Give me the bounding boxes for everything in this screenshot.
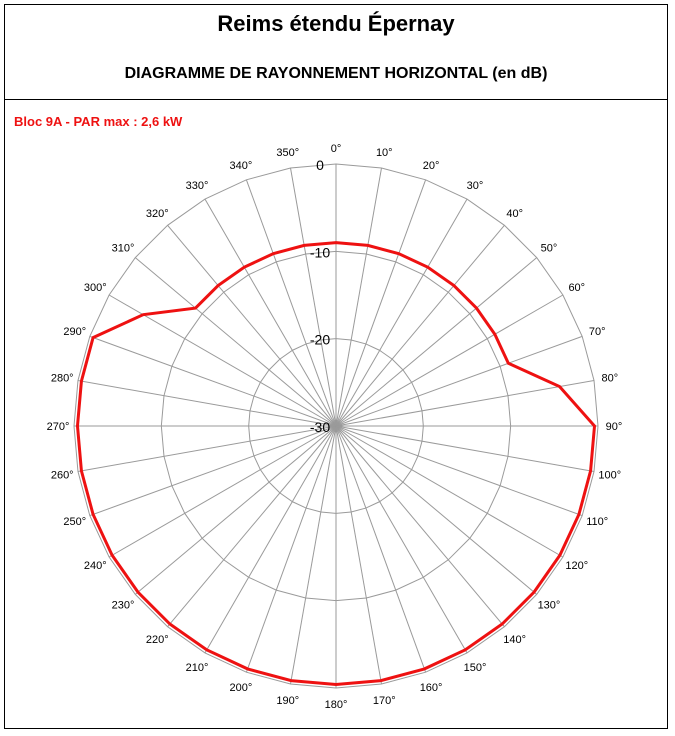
angle-tick-label-33: 330°: [185, 180, 209, 193]
angle-tick-label-31: 310°: [111, 242, 135, 255]
angle-tick-label-11: 110°: [586, 516, 609, 529]
angle-tick-label-3: 30°: [466, 180, 484, 193]
angle-tick-label-9: 90°: [605, 421, 623, 433]
chart-subtitle: DIAGRAMME DE RAYONNEMENT HORIZONTAL (en dB): [124, 65, 548, 82]
chart-title: Reims étendu Épernay: [217, 11, 455, 36]
angle-tick-label-24: 240°: [83, 560, 107, 572]
angle-tick-label-34: 340°: [229, 159, 253, 172]
spoke-23: [135, 426, 336, 594]
radial-tick-label-1: -10: [309, 244, 331, 261]
angle-tick-label-22: 220°: [145, 633, 169, 646]
angle-tick-label-13: 130°: [537, 599, 561, 612]
angle-tick-label-1: 10°: [375, 147, 393, 160]
spoke-14: [336, 426, 504, 627]
angle-tick-label-17: 170°: [372, 694, 396, 707]
spoke-4: [336, 225, 504, 426]
angle-tick-label-25: 250°: [63, 516, 87, 529]
angle-tick-label-6: 60°: [568, 282, 586, 294]
spoke-2: [336, 180, 426, 426]
spoke-13: [336, 426, 537, 594]
angle-tick-label-20: 200°: [229, 682, 253, 695]
angle-tick-label-10: 100°: [598, 469, 622, 482]
spoke-25: [90, 426, 336, 516]
angle-tick-label-16: 160°: [419, 682, 443, 695]
series-legend-label: Bloc 9A - PAR max : 2,6 kW: [14, 114, 183, 129]
angle-tick-label-0: 0°: [330, 143, 342, 155]
angle-tick-label-12: 120°: [565, 560, 589, 572]
angle-tick-label-19: 190°: [276, 694, 300, 707]
angle-tick-label-2: 20°: [422, 159, 440, 172]
spoke-11: [336, 426, 582, 516]
angle-tick-label-35: 350°: [276, 147, 300, 160]
angle-tick-label-15: 150°: [463, 661, 487, 674]
spoke-22: [168, 426, 336, 627]
angle-tick-label-26: 260°: [50, 469, 74, 482]
angle-tick-label-30: 300°: [83, 282, 107, 294]
spoke-31: [135, 258, 336, 426]
angle-tick-label-4: 40°: [506, 208, 524, 221]
spoke-5: [336, 258, 537, 426]
spoke-20: [246, 426, 336, 672]
angle-tick-label-7: 70°: [588, 325, 606, 338]
spoke-16: [336, 426, 426, 672]
angle-tick-label-23: 230°: [111, 599, 135, 612]
radial-tick-label-0: 0: [316, 157, 324, 173]
angle-tick-label-18: 180°: [324, 699, 348, 711]
angle-tick-label-28: 280°: [50, 372, 74, 385]
angle-tick-label-29: 290°: [63, 325, 87, 338]
angle-tick-label-5: 50°: [540, 242, 558, 255]
angle-tick-label-21: 210°: [185, 661, 209, 674]
angle-tick-label-14: 140°: [503, 633, 527, 646]
radial-tick-label-2: -20: [309, 331, 331, 348]
radial-tick-label-3: -30: [309, 419, 331, 435]
spoke-34: [246, 180, 336, 426]
angle-tick-label-32: 320°: [145, 208, 169, 221]
angle-tick-label-8: 80°: [601, 372, 619, 385]
angle-tick-label-27: 270°: [46, 421, 70, 433]
spoke-29: [90, 336, 336, 426]
